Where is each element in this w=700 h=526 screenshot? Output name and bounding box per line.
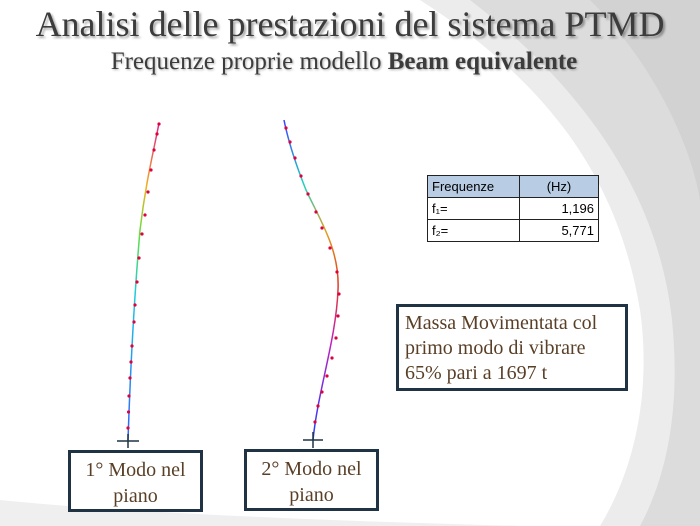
row-label: f₁= bbox=[428, 198, 520, 220]
mode-2-shape bbox=[284, 120, 341, 448]
subtitle-bold: Beam equivalente bbox=[387, 48, 578, 75]
mode-1-label: 1° Modo nel piano bbox=[68, 450, 203, 512]
mode-2-label: 2° Modo nel piano bbox=[244, 449, 379, 511]
row-value: 1,196 bbox=[520, 198, 599, 220]
row-value: 5,771 bbox=[520, 220, 599, 242]
row-label: f₂= bbox=[428, 220, 520, 242]
table-row bbox=[428, 220, 599, 242]
table-row bbox=[428, 198, 599, 220]
subtitle-prefix: Frequenze proprie modello bbox=[110, 48, 388, 75]
header-frequenze: Frequenze bbox=[428, 176, 520, 198]
header-unit: (Hz) bbox=[520, 176, 599, 198]
mass-callout: Massa Movimentata col primo modo di vibrare 65% pari a 1697 t bbox=[396, 304, 628, 391]
mode-1-shape bbox=[117, 122, 161, 448]
frequency-table-header bbox=[428, 176, 599, 198]
frequency-table bbox=[427, 175, 599, 242]
slide-title: Analisi delle prestazioni del sistema PTMD bbox=[35, 4, 665, 44]
